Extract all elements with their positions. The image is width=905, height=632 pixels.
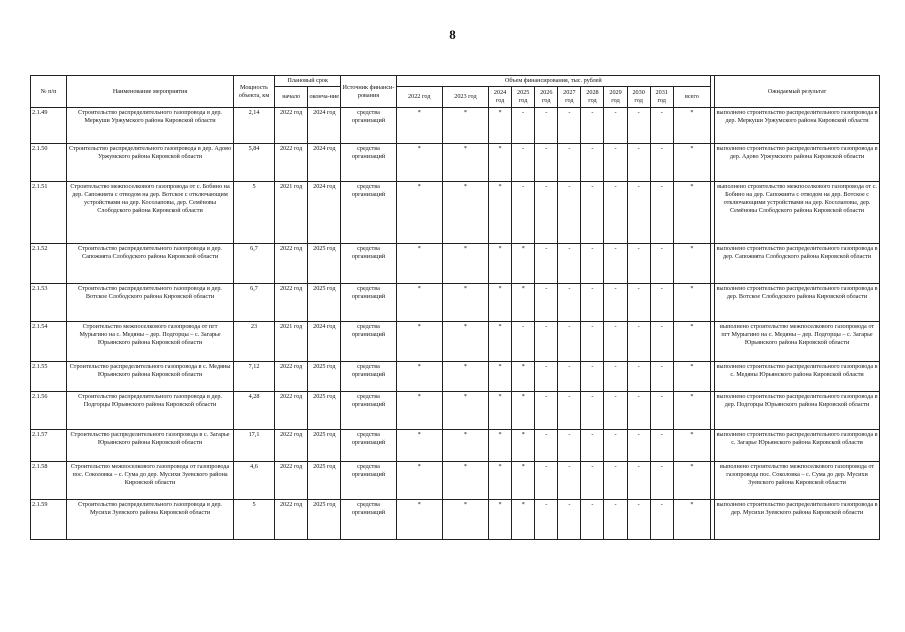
table-row <box>31 392 880 430</box>
row-funding-cell: * <box>512 462 535 500</box>
row-name: Строительство распределительного газопровода в дер. Подгорцы Юрьянского района Кировской области <box>67 392 234 430</box>
table-row <box>31 430 880 462</box>
row-capacity: 5,84 <box>233 144 274 182</box>
row-funding-cell: * <box>673 500 710 540</box>
row-funding-cell: - <box>604 284 627 322</box>
table-row <box>31 108 880 144</box>
row-funding-cell: - <box>650 362 673 392</box>
row-funding-cell: * <box>489 392 512 430</box>
row-funding-cell: - <box>627 430 650 462</box>
row-funding-cell: - <box>558 284 581 322</box>
row-funding-cell: - <box>512 108 535 144</box>
row-funding-cell: * <box>489 462 512 500</box>
row-start: 2022 год <box>275 362 308 392</box>
row-num: 2.1.52 <box>31 244 67 284</box>
row-source: средства организаций <box>341 322 396 362</box>
row-funding-cell: - <box>627 144 650 182</box>
row-funding-cell: - <box>604 430 627 462</box>
row-funding-cell: * <box>673 244 710 284</box>
row-source: средства организаций <box>341 430 396 462</box>
row-end: 2024 год <box>308 182 341 244</box>
row-result: выполнено строительство межпоселкового газопровода от пгт Мурыгино на с. Медяны – дер. Подгорцы – с. Загарье Юрьянского района Кировской области <box>715 322 880 362</box>
row-funding-cell: - <box>581 182 604 244</box>
row-name: Строительство межпоселкового газопровода от пгт Мурыгино на с. Медяны – дер. Подгорцы – с. Загарье Юрьянского района Кировской области <box>67 322 234 362</box>
row-source: средства организаций <box>341 108 396 144</box>
row-funding-cell: - <box>604 182 627 244</box>
row-capacity: 2,14 <box>233 108 274 144</box>
row-funding-cell: - <box>627 182 650 244</box>
row-funding-cell: - <box>627 322 650 362</box>
row-capacity: 17,1 <box>233 430 274 462</box>
row-funding-cell: * <box>673 182 710 244</box>
row-end: 2025 год <box>308 362 341 392</box>
row-result: выполнено строительство распределительного газопровода в дер. Вотское Слободского района Кировской области <box>715 284 880 322</box>
row-funding-cell: - <box>627 392 650 430</box>
header-year: 2027 год <box>558 87 581 108</box>
row-result: выполнено строительство распределительного газопровода в дер. Подгорцы Юрьянского района Кировской области <box>715 392 880 430</box>
row-name: Строительство распределительного газопровода в с. Медяны Юрьянского района Кировской области <box>67 362 234 392</box>
row-funding-cell: - <box>535 430 558 462</box>
row-result: выполнено строительство распределительного газопровода в дер. Адово Уржумского района Кировской области <box>715 144 880 182</box>
header-funding: Объем финансирования, тыс. рублей <box>396 76 710 87</box>
header-capacity: Мощность объекта, км <box>233 76 274 108</box>
row-funding-cell: * <box>396 244 442 284</box>
row-start: 2022 год <box>275 430 308 462</box>
row-funding-cell: - <box>627 108 650 144</box>
row-funding-cell: * <box>442 284 488 322</box>
header-year: 2031 год <box>650 87 673 108</box>
row-end: 2024 год <box>308 322 341 362</box>
row-start: 2022 год <box>275 500 308 540</box>
row-name: Строительство распределительного газопровода в дер. Меркуши Уржумского района Кировской области <box>67 108 234 144</box>
header-term: Плановый срок <box>275 76 341 87</box>
row-funding-cell: * <box>673 108 710 144</box>
header-year: 2026 год <box>535 87 558 108</box>
row-name: Строительство распределительного газопровода в дер. Вотское Слободского района Кировской области <box>67 284 234 322</box>
row-capacity: 6,7 <box>233 244 274 284</box>
row-funding-cell: * <box>396 362 442 392</box>
row-capacity: 4,28 <box>233 392 274 430</box>
row-funding-cell: - <box>558 108 581 144</box>
row-source: средства организаций <box>341 182 396 244</box>
row-funding-cell: - <box>627 462 650 500</box>
row-end: 2025 год <box>308 244 341 284</box>
row-funding-cell: - <box>650 284 673 322</box>
row-funding-cell: - <box>558 392 581 430</box>
row-funding-cell: * <box>673 392 710 430</box>
row-num: 2.1.53 <box>31 284 67 322</box>
row-funding-cell: - <box>535 462 558 500</box>
row-start: 2022 год <box>275 108 308 144</box>
row-result: выполнено строительство межпоселкового газопровода от с. Бобино на дер. Сапожията с отводом на дер. Вотское с отключающими устройствами на дер. Косолаповы, дер. Семёновы Слободского района Кировской области <box>715 182 880 244</box>
row-end: 2024 год <box>308 108 341 144</box>
row-num: 2.1.49 <box>31 108 67 144</box>
header-term-start: начало <box>275 87 308 108</box>
row-funding-cell: - <box>650 244 673 284</box>
row-funding-cell: * <box>673 284 710 322</box>
row-funding-cell: - <box>558 430 581 462</box>
row-funding-cell: * <box>512 392 535 430</box>
row-funding-cell: - <box>581 462 604 500</box>
row-funding-cell: * <box>396 500 442 540</box>
row-source: средства организаций <box>341 244 396 284</box>
table-row <box>31 144 880 182</box>
row-funding-cell: * <box>442 108 488 144</box>
row-funding-cell: * <box>489 322 512 362</box>
row-funding-cell: - <box>650 108 673 144</box>
row-funding-cell: * <box>396 462 442 500</box>
row-num: 2.1.54 <box>31 322 67 362</box>
header-year: 2028 год <box>581 87 604 108</box>
row-funding-cell: - <box>581 144 604 182</box>
row-funding-cell: - <box>558 462 581 500</box>
row-start: 2021 год <box>275 322 308 362</box>
row-funding-cell: * <box>442 392 488 430</box>
row-funding-cell: * <box>442 244 488 284</box>
row-funding-cell: - <box>650 144 673 182</box>
row-funding-cell: * <box>673 462 710 500</box>
row-funding-cell: - <box>604 244 627 284</box>
row-funding-cell: * <box>442 462 488 500</box>
row-funding-cell: - <box>581 430 604 462</box>
row-result: выполнено строительство распределительного газопровода в дер. Мусихи Зуевского района Кировской области <box>715 500 880 540</box>
program-table <box>30 75 880 540</box>
row-funding-cell: * <box>489 108 512 144</box>
row-funding-cell: - <box>650 392 673 430</box>
header-name: Наименование мероприятия <box>67 76 234 108</box>
row-funding-cell: - <box>535 182 558 244</box>
row-funding-cell: - <box>604 392 627 430</box>
row-source: средства организаций <box>341 284 396 322</box>
row-result: выполнено строительство распределительного газопровода в с. Медяны Юрьянского района Кировской области <box>715 362 880 392</box>
row-funding-cell: * <box>673 144 710 182</box>
row-funding-cell: - <box>535 392 558 430</box>
row-capacity: 5 <box>233 182 274 244</box>
row-name: Строительство распределительного газопровода в дер. Мусихи Зуевского района Кировской области <box>67 500 234 540</box>
table-row <box>31 322 880 362</box>
table-row <box>31 284 880 322</box>
row-funding-cell: - <box>558 144 581 182</box>
row-funding-cell: - <box>650 462 673 500</box>
row-funding-cell: * <box>442 430 488 462</box>
row-capacity: 23 <box>233 322 274 362</box>
row-funding-cell: - <box>558 362 581 392</box>
row-funding-cell: * <box>512 500 535 540</box>
row-funding-cell: * <box>512 362 535 392</box>
row-funding-cell: * <box>489 500 512 540</box>
row-source: средства организаций <box>341 362 396 392</box>
header-year: всего <box>673 87 710 108</box>
row-funding-cell: * <box>673 362 710 392</box>
row-name: Строительство распределительного газопровода в дер. Сапожията Слободского района Кировской области <box>67 244 234 284</box>
row-end: 2025 год <box>308 392 341 430</box>
header-num: № п/п <box>31 76 67 108</box>
row-funding-cell: - <box>604 462 627 500</box>
row-funding-cell: * <box>489 362 512 392</box>
row-funding-cell: - <box>581 108 604 144</box>
header-source: Источник финанси-рования <box>341 76 396 108</box>
row-end: 2025 год <box>308 462 341 500</box>
row-end: 2025 год <box>308 430 341 462</box>
header-year: 2030 год <box>627 87 650 108</box>
row-name: Строительство межпоселкового газопровода от газопровода пос. Соколовка – с. Сума до дер. Мусихи Зуевского района Кировской области <box>67 462 234 500</box>
row-funding-cell: - <box>604 362 627 392</box>
row-funding-cell: - <box>650 500 673 540</box>
row-end: 2024 год <box>308 144 341 182</box>
row-start: 2022 год <box>275 392 308 430</box>
row-funding-cell: * <box>673 430 710 462</box>
row-funding-cell: - <box>650 182 673 244</box>
row-source: средства организаций <box>341 462 396 500</box>
row-source: средства организаций <box>341 500 396 540</box>
row-funding-cell: - <box>581 322 604 362</box>
row-funding-cell: - <box>535 500 558 540</box>
row-funding-cell: * <box>442 144 488 182</box>
row-num: 2.1.58 <box>31 462 67 500</box>
row-funding-cell: - <box>627 362 650 392</box>
row-funding-cell: * <box>489 430 512 462</box>
table-row <box>31 362 880 392</box>
row-capacity: 7,12 <box>233 362 274 392</box>
row-funding-cell: * <box>396 392 442 430</box>
row-num: 2.1.50 <box>31 144 67 182</box>
row-funding-cell: * <box>442 500 488 540</box>
row-funding-cell: * <box>489 182 512 244</box>
row-funding-cell: - <box>535 322 558 362</box>
row-funding-cell: * <box>396 144 442 182</box>
row-source: средства организаций <box>341 144 396 182</box>
row-funding-cell: * <box>489 144 512 182</box>
row-funding-cell: - <box>558 244 581 284</box>
row-end: 2025 год <box>308 500 341 540</box>
table-row <box>31 182 880 244</box>
row-funding-cell: * <box>442 322 488 362</box>
row-capacity: 5 <box>233 500 274 540</box>
row-funding-cell: * <box>489 284 512 322</box>
row-num: 2.1.57 <box>31 430 67 462</box>
header-term-end: оконча-ние <box>308 87 341 108</box>
table-row <box>31 244 880 284</box>
row-funding-cell: * <box>442 362 488 392</box>
row-funding-cell: - <box>535 284 558 322</box>
row-funding-cell: - <box>558 500 581 540</box>
row-funding-cell: - <box>650 322 673 362</box>
row-funding-cell: - <box>581 362 604 392</box>
header-year: 2022 год <box>396 87 442 108</box>
row-source: средства организаций <box>341 392 396 430</box>
row-funding-cell: - <box>558 322 581 362</box>
row-funding-cell: * <box>512 244 535 284</box>
row-funding-cell: * <box>396 182 442 244</box>
row-start: 2022 год <box>275 244 308 284</box>
row-funding-cell: - <box>650 430 673 462</box>
row-result: выполнено строительство межпоселкового газопровода от газопровода пос. Соколовка – с. Сума до дер. Мусихи Зуевского района Кировской области <box>715 462 880 500</box>
row-funding-cell: - <box>535 144 558 182</box>
row-funding-cell: - <box>627 244 650 284</box>
row-funding-cell: - <box>604 144 627 182</box>
header-year: 2025 год <box>512 87 535 108</box>
row-funding-cell: - <box>627 500 650 540</box>
row-end: 2025 год <box>308 284 341 322</box>
row-funding-cell: * <box>512 430 535 462</box>
row-funding-cell: * <box>396 108 442 144</box>
row-name: Строительство межпоселкового газопровода от с. Бобино на дер. Сапожията с отводом на дер. Вотское с отключающим устройствами на дер. Косолаповы, дер. Семёновы Слободского района Кировской области <box>67 182 234 244</box>
row-funding-cell: * <box>396 322 442 362</box>
row-funding-cell: - <box>535 244 558 284</box>
row-num: 2.1.59 <box>31 500 67 540</box>
row-start: 2022 год <box>275 462 308 500</box>
row-capacity: 6,7 <box>233 284 274 322</box>
row-funding-cell: - <box>604 322 627 362</box>
row-funding-cell: - <box>512 182 535 244</box>
row-num: 2.1.55 <box>31 362 67 392</box>
header-result: Ожидаемый результат <box>715 76 880 108</box>
row-start: 2021 год <box>275 182 308 244</box>
row-funding-cell: - <box>581 392 604 430</box>
row-funding-cell: - <box>558 182 581 244</box>
row-funding-cell: - <box>581 244 604 284</box>
row-num: 2.1.56 <box>31 392 67 430</box>
row-start: 2022 год <box>275 144 308 182</box>
row-funding-cell: - <box>535 108 558 144</box>
row-funding-cell: - <box>604 108 627 144</box>
row-result: выполнено строительство распределительного газопровода в дер. Сапожията Слободского района Кировской области <box>715 244 880 284</box>
row-funding-cell: - <box>627 284 650 322</box>
row-funding-cell: * <box>396 284 442 322</box>
row-funding-cell: - <box>512 322 535 362</box>
row-funding-cell: * <box>673 322 710 362</box>
row-name: Строительство распределительного газопровода в с. Загарье Юрьянского района Кировской области <box>67 430 234 462</box>
row-num: 2.1.51 <box>31 182 67 244</box>
row-capacity: 4,6 <box>233 462 274 500</box>
header-year: 2024 год <box>489 87 512 108</box>
row-funding-cell: - <box>581 284 604 322</box>
row-name: Строительство распределительного газопровода в дер. Адово Уржумского района Кировской области <box>67 144 234 182</box>
row-funding-cell: - <box>535 362 558 392</box>
row-funding-cell: - <box>512 144 535 182</box>
row-funding-cell: * <box>512 284 535 322</box>
table-row <box>31 462 880 500</box>
row-result: выполнено строительство распределительного газопровода в с. Загарье Юрьянского района Кировской области <box>715 430 880 462</box>
row-funding-cell: * <box>396 430 442 462</box>
row-start: 2022 год <box>275 284 308 322</box>
page-number: 8 <box>449 27 456 42</box>
row-funding-cell: - <box>581 500 604 540</box>
table-row <box>31 500 880 540</box>
row-funding-cell: - <box>604 500 627 540</box>
row-funding-cell: * <box>489 244 512 284</box>
header-year: 2023 год <box>442 87 488 108</box>
row-result: выполнено строительство распределительного газопровода в дер. Меркуши Уржумского района Кировской области <box>715 108 880 144</box>
row-funding-cell: * <box>442 182 488 244</box>
header-year: 2029 год <box>604 87 627 108</box>
